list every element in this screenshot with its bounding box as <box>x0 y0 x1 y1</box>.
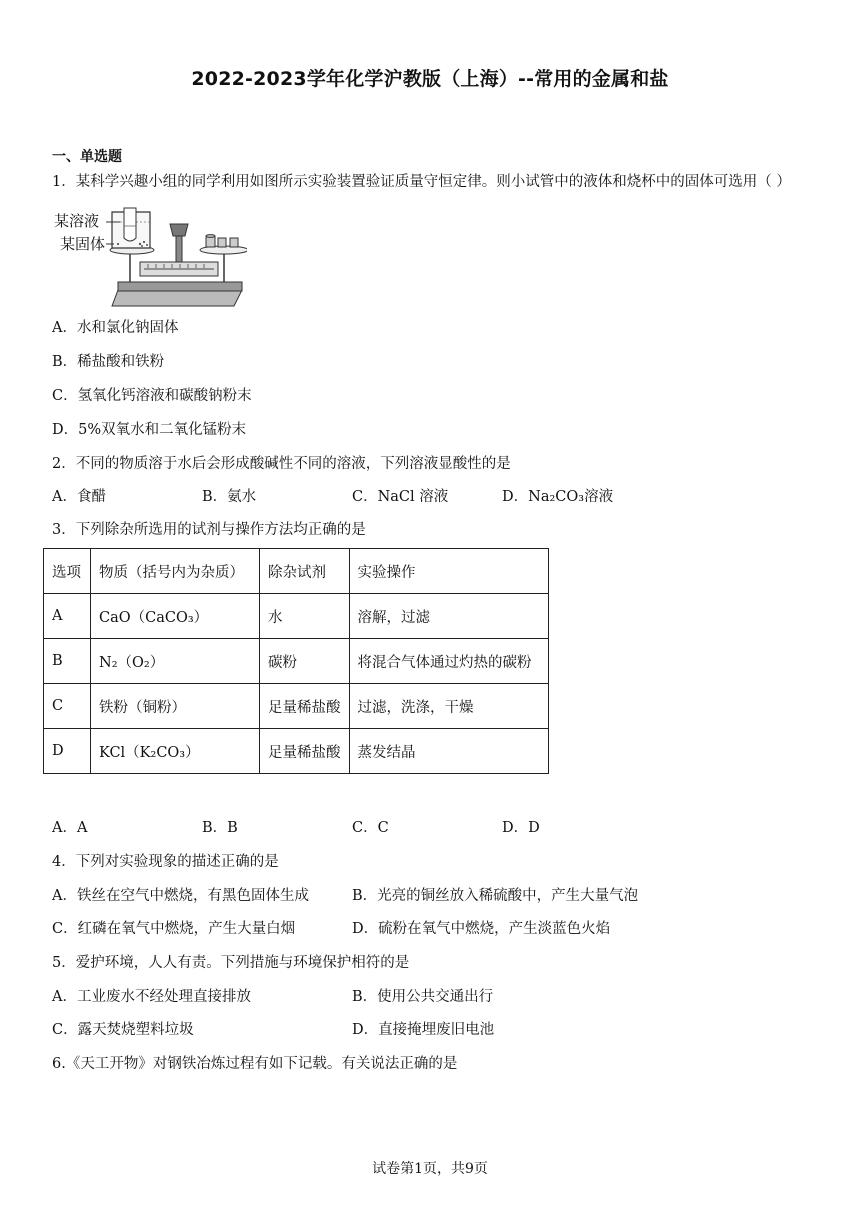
table-header-cell: 实验操作 <box>349 549 548 594</box>
question-4-option-d: D．硫粉在氧气中燃烧，产生淡蓝色火焰 <box>352 921 611 937</box>
question-4-option-a: A．铁丝在空气中燃烧，有黑色固体生成 <box>52 888 309 904</box>
question-4-option-c: C．红磷在氧气中燃烧，产生大量白烟 <box>52 921 296 937</box>
question-2-option-d: D．Na₂CO₃溶液 <box>502 489 614 505</box>
question-5-option-c: C．露天焚烧塑料垃圾 <box>52 1022 194 1038</box>
question-1-option-c: C．氢氧化钙溶液和碳酸钠粉末 <box>52 388 252 404</box>
page-footer: 试卷第1页，共9页 <box>372 1161 488 1177</box>
question-1-option-a: A．水和氯化钠固体 <box>52 320 179 336</box>
question-2-stem: 2．不同的物质溶于水后会形成酸碱性不同的溶液，下列溶液显酸性的是 <box>52 456 511 472</box>
question-1-option-b: B．稀盐酸和铁粉 <box>52 354 165 370</box>
table-cell: 水 <box>260 594 350 639</box>
table-row <box>44 729 549 774</box>
table-header-cell: 选项 <box>44 549 91 594</box>
question-3-option-a: A．A <box>52 820 88 836</box>
page-title: 2022-2023学年化学沪教版（上海）--常用的金属和盐 <box>191 68 669 90</box>
table-cell: 铁粉（铜粉） <box>91 684 260 729</box>
question-4-option-b: B．光亮的铜丝放入稀硫酸中，产生大量气泡 <box>352 888 639 904</box>
question-3-option-d: D．D <box>502 820 540 836</box>
table-cell: C <box>44 684 91 729</box>
section-heading: 一、单选题 <box>52 149 122 165</box>
table-header-cell: 物质（括号内为杂质） <box>91 549 260 594</box>
table-cell: A <box>44 594 91 639</box>
question-4-stem: 4．下列对实验现象的描述正确的是 <box>52 854 279 870</box>
question-3-option-b: B．B <box>202 820 238 836</box>
table-row <box>44 594 549 639</box>
table-cell: 过滤，洗涤，干燥 <box>349 684 548 729</box>
figure-label-solution: 某溶液 <box>54 212 100 230</box>
table-cell: CaO（CaCO₃） <box>91 594 260 639</box>
question-2-option-c: C．NaCl 溶液 <box>352 489 449 505</box>
impurity-removal-table <box>43 548 549 774</box>
question-1-option-d: D．5%双氧水和二氧化锰粉末 <box>52 422 247 438</box>
table-cell: 溶解，过滤 <box>349 594 548 639</box>
table-header-row <box>44 549 549 594</box>
question-5-option-a: A．工业废水不经处理直接排放 <box>52 989 251 1005</box>
table-cell: 将混合气体通过灼热的碳粉 <box>349 639 548 684</box>
table-header-cell: 除杂试剂 <box>260 549 350 594</box>
question-5-option-d: D．直接掩埋废旧电池 <box>352 1022 495 1038</box>
question-2-option-a: A．食醋 <box>52 489 106 505</box>
table-cell: 蒸发结晶 <box>349 729 548 774</box>
table-cell: N₂（O₂） <box>91 639 260 684</box>
question-1-stem: 1．某科学兴趣小组的同学利用如图所示实验装置验证质量守恒定律。则小试管中的液体和烧杯中的固体可选用（ ） <box>52 174 791 190</box>
question-3-option-c: C．C <box>352 820 389 836</box>
figure-label-solid: 某固体 <box>60 235 106 253</box>
table-row <box>44 684 549 729</box>
question-6-stem: 6.《天工开物》对钢铁冶炼过程有如下记载。有关说法正确的是 <box>52 1056 458 1072</box>
table-cell: D <box>44 729 91 774</box>
table-row <box>44 639 549 684</box>
table-cell: B <box>44 639 91 684</box>
question-2-option-b: B．氨水 <box>202 489 257 505</box>
question-5-option-b: B．使用公共交通出行 <box>352 989 494 1005</box>
table-cell: 碳粉 <box>260 639 350 684</box>
table-cell: KCl（K₂CO₃） <box>91 729 260 774</box>
question-3-stem: 3．下列除杂所选用的试剂与操作方法均正确的是 <box>52 522 366 538</box>
question-5-stem: 5．爱护环境，人人有责。下列措施与环境保护相符的是 <box>52 955 410 971</box>
table-cell: 足量稀盐酸 <box>260 684 350 729</box>
table-cell: 足量稀盐酸 <box>260 729 350 774</box>
balance-apparatus-figure <box>52 202 247 308</box>
